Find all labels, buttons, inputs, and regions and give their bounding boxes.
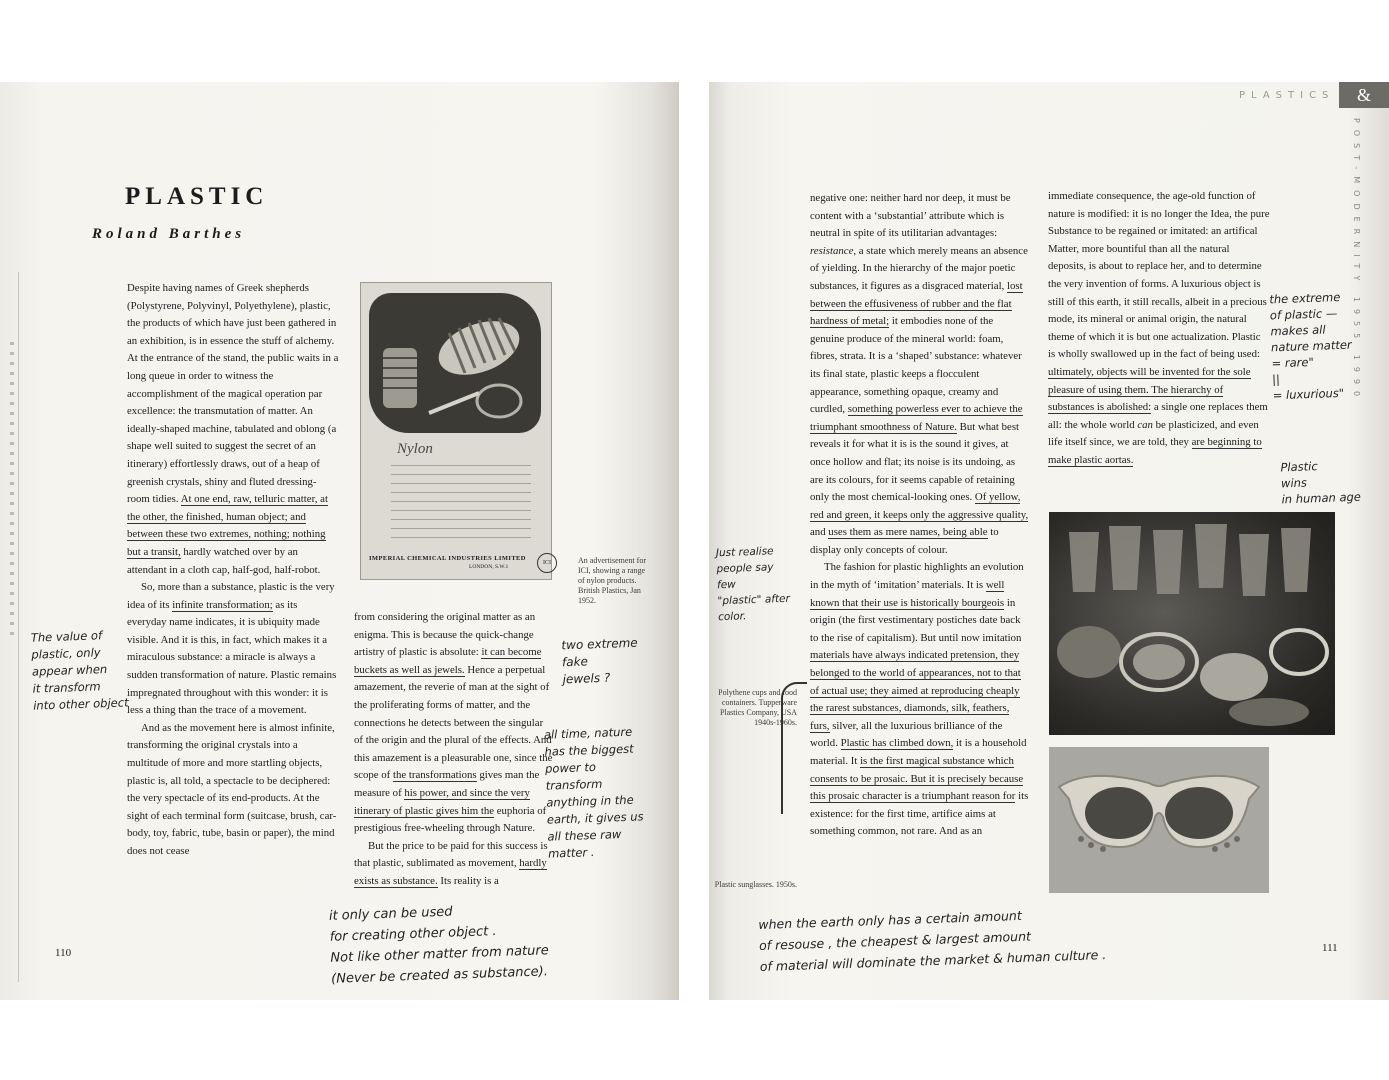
underlined-text: is the first magical substance which consents to be prosaic. But it is precisely because this prosaic character is a triumphant reason for [810, 755, 1024, 803]
cups-containers-illustration [1049, 512, 1335, 735]
ad-body-text [391, 465, 531, 543]
body-text: it embodies none of the genuine produce of the mineral world: foam, fibres, strata. It is a ‘shaped’ substance: whatever its final state, plastic keeps a flocculent appearance, something opaque, creamy and curdled, [810, 315, 1022, 416]
underlined-text: At one end, raw, telluric matter, at the other, the finished, human object; and between these two extremes, nothing; nothing but a transit, [127, 493, 328, 558]
article-author: Roland Barthes [92, 226, 246, 242]
handwritten-note-plastic-wins: Plastic wins in human age [1280, 459, 1362, 507]
underlined-text: the transformations [392, 769, 477, 782]
body-text: , a state which merely means an absence of yielding. In the hierarchy of the major poetic substances, it figures as a disgraced material, [810, 244, 1028, 292]
left-column-1 [127, 280, 339, 861]
nylon-advertisement [360, 282, 552, 580]
body-text: resistance [810, 244, 854, 257]
article-title: PLASTIC [125, 183, 269, 210]
body-text: The fashion for plastic highlights an evolution in the myth of ‘imitation’ materials. It is [810, 561, 1024, 592]
body-text: as its everyday name indicates, it is ubiquity made visible. And it is this, in fact, which makes it a miraculous substance: a miracle is always a sudden transformation of nature. Plastic remains impregnated throughout with this wonder: it is less a thing than the trace of a movement. [127, 598, 337, 717]
body-text: be plasticized, and even life itself since, we are told, they [1048, 418, 1259, 449]
body-text: and [810, 526, 829, 539]
body-text: Hence a perpetual amazement, the reverie of man at the sight of the proliferating forms of matter, and the connections he detects between the singular of the origin and the plural of the effects. And this amazement is a pleasurable one, since the scope of [354, 663, 553, 782]
body-text: And as the movement here is almost infinite, transforming the original crystals into a multitude of more and more startling objects, plastic is, all told, a spectacle to be deciphered: the very spectacle of its end-products. At the sight of each terminal form (suitcase, brush, car-body, toy, fabric, tube, basin or paper), the mind does not cease [127, 721, 337, 857]
paragraph [354, 838, 554, 891]
margin-rule [18, 272, 19, 982]
handwritten-note-realise: Just realise people say few "plastic" after color. [715, 545, 791, 624]
body-text: Despite having names of Greek shepherds (Polystyrene, Polyvinyl, Polyethylene), plastic, the products of which have just been gathered in an exhibition, is in essence the stuff of alchemy. At the entrance of the stand, the public waits in a long queue in order to witness the accomplishment of the magical operation par excellence: the transmutation of matter. An ideally-shaped machine, tabulated and oblong (a shape well suited to suggest the secret of an itinerary) effortlessly draws, out of a heap of greenish crystals, shiny and fluted dressing-room tidies. [127, 282, 339, 506]
paragraph [127, 280, 339, 579]
vertical-section-label: POST-MODERNITY 1955 1990 [1352, 118, 1361, 404]
running-header: PLASTICS [1239, 90, 1335, 101]
body-text: negative one: neither hard nor deep, it must be content with a ‘substantial’ attribute which is neutral in spite of its utilitarian advantages: [810, 192, 1011, 240]
ad-address: LONDON, S.W.1 [469, 564, 509, 570]
body-text: immediate consequence, the age-old function of nature is modified: it is no longer the Idea, the pure Substance to be regained or imitated: an artifical Matter, more bountiful than all the natural deposits, is about to replace her, and to determine the very invention of forms. A luxurious object is still of this earth, it still recalls, albeit in a precious mode, its mineral or animal origin, the natural theme of which it is but one actualization. Plastic is wholly swallowed up in the fact of being used: [1048, 190, 1270, 361]
body-text: it is a household material. It [810, 737, 1027, 767]
underlined-text: something powerless ever to achieve the triumphant smoothness of Nature. [810, 403, 1023, 433]
sunglasses-caption: Plastic sunglasses. 1950s. [714, 880, 797, 889]
sunglasses-photo [1049, 747, 1269, 893]
binding-dots [10, 342, 14, 642]
right-column-1 [810, 190, 1030, 841]
handwritten-note-jewels: two extreme fake jewels ? [561, 635, 638, 687]
paragraph [810, 190, 1030, 559]
body-text: to display only concepts of colour. [810, 526, 999, 556]
right-column-2 [1048, 188, 1270, 470]
underlined-text: ultimately, objects will be invented for the sole pleasure of using them. The hierarchy of substances is abolished: [1048, 365, 1251, 414]
body-text: in origin (the first vestimentary postiches date back to the rise of capitalism). But until now imitation [810, 596, 1022, 644]
underlined-text: it can become buckets as well as jewels. [354, 646, 542, 676]
page-number-left: 110 [55, 947, 72, 959]
underlined-text: Of yellow, red and green, it keeps only the aggressive quality, [810, 491, 1029, 521]
margin-arrow [781, 682, 807, 814]
body-text: euphoria of prestigious free-wheeling through Nature. [354, 804, 547, 835]
body-text: hardly watched over by an attendant in a cloth cap, half-god, half-robot. [127, 545, 321, 576]
handwritten-note-extreme: the extreme of plastic — makes all nature matter = rare" || = luxurious" [1269, 289, 1352, 403]
underlined-text: are beginning to make plastic aortas. [1048, 436, 1262, 466]
paragraph [127, 579, 339, 720]
page-number-right: 111 [1322, 942, 1338, 954]
left-column-2 [354, 609, 554, 891]
paragraph [1048, 188, 1270, 470]
ad-photo [369, 293, 541, 433]
cups-caption: Polythene cups and food containers. Tupperware Plastics Company, USA 1940s-1960s. [718, 688, 797, 727]
body-text: So, more than a substance, plastic is the very idea of its [127, 581, 335, 611]
left-page [0, 82, 679, 1000]
body-text: from considering the original matter as an enigma. This is because the quick-change artistry of plastic is absolute: [354, 611, 536, 659]
ici-logo: ICI [537, 553, 557, 573]
underlined-text: his power, and since the very itinerary of plastic gives him the [354, 786, 530, 817]
underlined-text: well known that their use is historically bourgeois [810, 579, 1005, 609]
paragraph [810, 559, 1030, 841]
running-header-amp: & [1339, 82, 1389, 108]
underlined-text: hardly exists as substance. [354, 857, 547, 887]
underlined-text: infinite transformation; [172, 598, 273, 611]
underlined-text: lost between the effusiveness of rubber and the flat hardness of metal; [810, 279, 1023, 328]
handwritten-note-bottom: it only can be used for creating other object . Not like other matter from nature (Never be created as substance). [328, 904, 549, 987]
underlined-text: uses them as mere names, being able [828, 526, 988, 539]
paragraph [354, 609, 554, 838]
nylon-products-illustration [369, 293, 541, 433]
tupperware-photo [1049, 512, 1335, 735]
body-text: gives man the measure of [354, 769, 540, 799]
body-text: Its reality is a [437, 874, 499, 887]
body-text: But what best reveals it for what it is is the sound it gives, at once hollow and flat; its noise is its undoing, as are its colours, for it seems capable of retaining only the most chemical-looking ones. [810, 420, 1020, 504]
handwritten-note-value: The value of plastic, only appear when it transform into other object [30, 628, 129, 713]
ad-caption: An advertisement for ICI, showing a range of nylon products. British Plastics, Jan 1952. [578, 556, 646, 605]
ad-script-word: Nylon [397, 441, 433, 457]
right-page [709, 82, 1389, 1000]
sunglasses-illustration [1049, 747, 1269, 893]
body-text: silver, all the luxurious brilliance of the world. [810, 719, 1003, 750]
body-text: can [1137, 418, 1153, 431]
underlined-text: materials have always indicated pretension, they belonged to the world of appearances, not to that of actual use; they aimed at reproducing cheaply the rarest substances, diamonds, silk, feathers, furs, [810, 649, 1021, 732]
body-text: its existence: for the first time, artifice aims at something common, not rare. And as an [810, 790, 1029, 838]
body-text: But the price to be paid for this success is that plastic, sublimated as movement, [354, 839, 548, 870]
paragraph [127, 720, 339, 861]
handwritten-note-bottom-right: when the earth only has a certain amount of resouse , the cheapest & largest amount of material will dominate the market & human culture . [758, 907, 1107, 975]
body-text: a single one replaces them all: the whole world [1048, 401, 1268, 431]
ad-company: IMPERIAL CHEMICAL INDUSTRIES LIMITED [369, 555, 526, 562]
underlined-text: Plastic has climbed down, [840, 737, 954, 750]
handwritten-note-power: all time, nature has the biggest power to transform anything in the earth, it gives us all these raw matter . [543, 724, 644, 861]
